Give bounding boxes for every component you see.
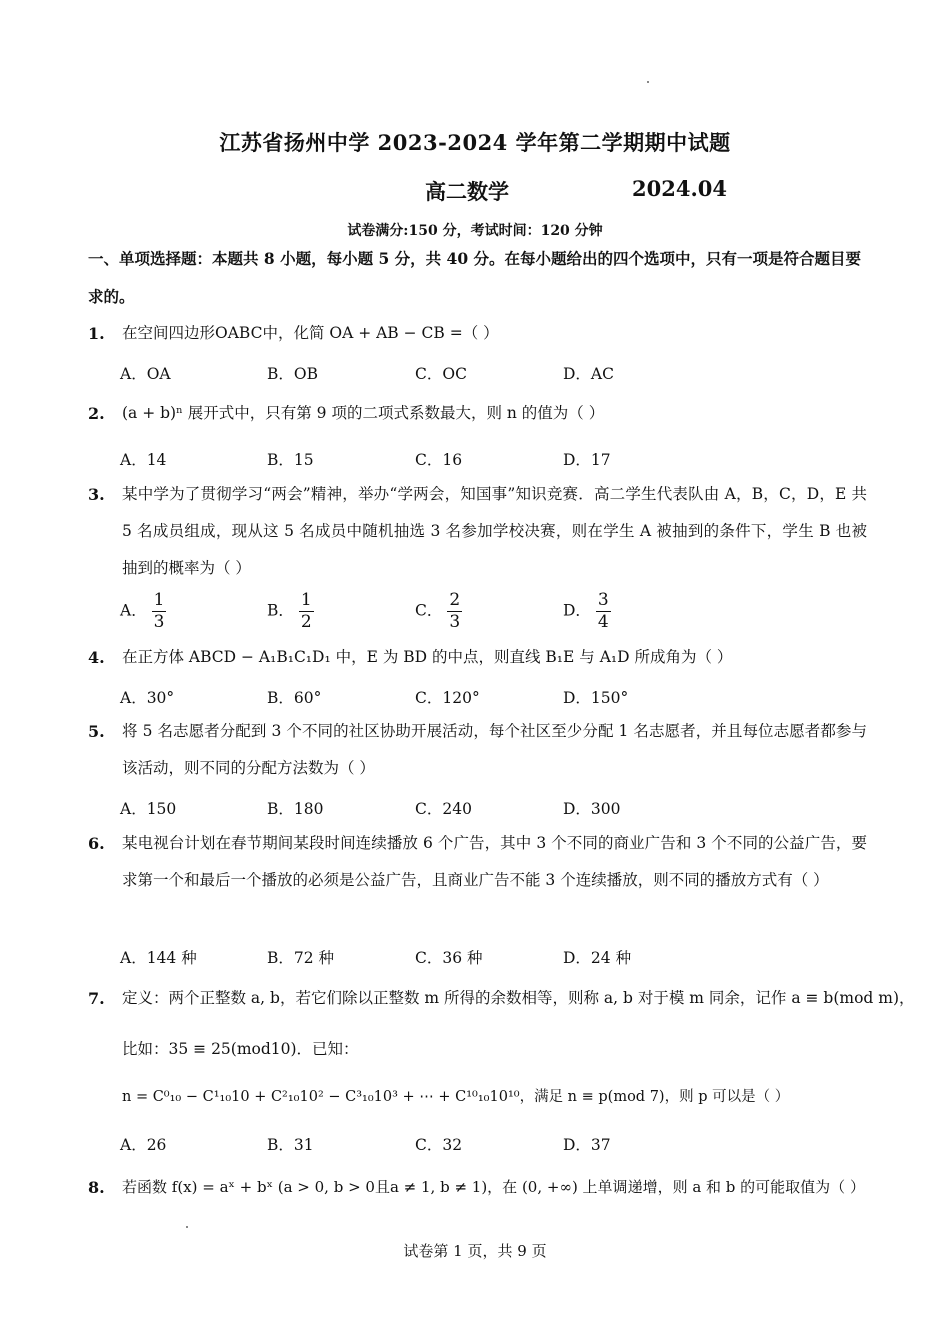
option-b: B．72 种 — [267, 949, 335, 967]
option-b: B．31 — [267, 1136, 314, 1154]
option-c — [415, 592, 462, 631]
fraction-numerator: 3 — [597, 590, 609, 610]
option-c: C．240 — [415, 800, 472, 818]
option-d: D．150° — [563, 689, 629, 707]
question-text: (a + b)ⁿ 展开式中，只有第 9 项的二项式系数最大，则 n 的值为（ ） — [122, 404, 605, 422]
fraction-numerator: 1 — [300, 590, 312, 610]
question-number: 2. — [88, 404, 105, 423]
fraction-denominator: 4 — [597, 612, 609, 632]
question-text: 某电视台计划在春节期间某段时间连续播放 6 个广告，其中 3 个不同的商业广告和 3 个不同的公益广告，要求第一个和最后一个播放的必须是公益广告，且商业广告不能 3 个连续播放，则不同的播放方式有（ ） — [122, 834, 867, 889]
option-d: D．300 — [563, 800, 621, 818]
option-a: A．OA — [120, 365, 171, 383]
fraction — [447, 592, 462, 631]
question-text: 若函数 f(x) = aˣ + bˣ (a > 0, b > 0且a ≠ 1, b ≠ 1)，在 (0, +∞) 上单调递增，则 a 和 b 的可能取值为（ ） — [122, 1178, 865, 1196]
question-text: 将 5 名志愿者分配到 3 个不同的社区协助开展活动，每个社区至少分配 1 名志愿者，并且每位志愿者都参与该活动，则不同的分配方法数为（ ） — [122, 722, 867, 777]
option-a: A．30° — [120, 689, 175, 707]
fraction — [152, 592, 167, 631]
fraction — [596, 592, 611, 631]
question-text: 在空间四边形OABC中，化简 OA + AB − CB =（ ） — [122, 324, 499, 342]
question-number: 8. — [88, 1178, 105, 1197]
section-heading: 一、单项选择题：本题共 8 小题，每小题 5 分，共 40 分。在每小题给出的四个选项中，只有一项是符合题目要求的。 — [88, 249, 862, 306]
option-d: D．AC — [563, 365, 614, 383]
option-a: A．150 — [120, 800, 177, 818]
question-number: 5. — [88, 722, 105, 741]
option-a: A．14 — [120, 451, 167, 469]
question-text: 定义：两个正整数 a, b，若它们除以正整数 m 所得的余数相等，则称 a, b 对于模 m 同余，记作 a ≡ b(mod m)， — [122, 989, 915, 1007]
question-number: 7. — [88, 989, 105, 1008]
option-b: B．60° — [267, 689, 322, 707]
fraction — [299, 592, 314, 631]
question-text-line3: n = C⁰₁₀ − C¹₁₀10 + C²₁₀10² − C³₁₀10³ + ⋯ + C¹⁰₁₀10¹⁰，满足 n ≡ p(mod 7)，则 p 可以是（ ） — [122, 1089, 790, 1105]
fraction-numerator: 1 — [153, 590, 165, 610]
option-d: D．24 种 — [563, 949, 632, 967]
option-b: B．OB — [267, 365, 318, 383]
page-footer: 试卷第 1 页，共 9 页 — [403, 1242, 547, 1260]
option-c: C．OC — [415, 365, 467, 383]
fraction-numerator: 2 — [449, 590, 461, 610]
question-number: 4. — [88, 648, 105, 667]
option-b: B．15 — [267, 451, 314, 469]
option-b — [267, 592, 314, 631]
question-number: 3. — [88, 485, 105, 504]
exam-meta: 试卷满分:150 分，考试时间：120 分钟 — [347, 223, 603, 239]
option-label: D． — [563, 601, 591, 620]
option-label: C． — [415, 601, 443, 620]
option-label: B． — [267, 601, 294, 620]
exam-date: 2024.04 — [632, 176, 727, 201]
fraction-denominator: 3 — [153, 612, 165, 632]
option-c: C．36 种 — [415, 949, 483, 967]
option-d — [563, 592, 611, 631]
option-c: C．120° — [415, 689, 480, 707]
option-c: C．32 — [415, 1136, 463, 1154]
question-text: 在正方体 ABCD − A₁B₁C₁D₁ 中，E 为 BD 的中点，则直线 B₁E 与 A₁D 所成角为（ ） — [122, 648, 733, 666]
exam-title: 江苏省扬州中学 2023-2024 学年第二学期期中试题 — [219, 130, 731, 155]
question-text: 某中学为了贯彻学习“两会”精神，举办“学两会，知国事”知识竞赛．高二学生代表队由 A，B，C，D，E 共 5 名成员组成，现从这 5 名成员中随机抽选 3 名参加学校决赛，则在学生 A 被抽到的条件下，学生 B 也被抽到的概率为（ ） — [122, 485, 867, 577]
fraction-denominator: 2 — [300, 612, 312, 632]
exam-subject: 高二数学 — [425, 179, 509, 204]
option-d: D．17 — [563, 451, 611, 469]
option-a: A．26 — [120, 1136, 167, 1154]
option-b: B．180 — [267, 800, 324, 818]
option-a — [120, 592, 166, 631]
option-a: A．144 种 — [120, 949, 197, 967]
option-c: C．16 — [415, 451, 463, 469]
question-number: 6. — [88, 834, 105, 853]
option-label: A． — [120, 601, 147, 620]
option-d: D．37 — [563, 1136, 611, 1154]
question-text-line2: 比如：35 ≡ 25(mod10)．已知： — [122, 1040, 359, 1058]
scan-dot — [186, 1226, 188, 1228]
question-number: 1. — [88, 324, 105, 343]
scan-dot — [647, 81, 649, 83]
fraction-denominator: 3 — [449, 612, 461, 632]
